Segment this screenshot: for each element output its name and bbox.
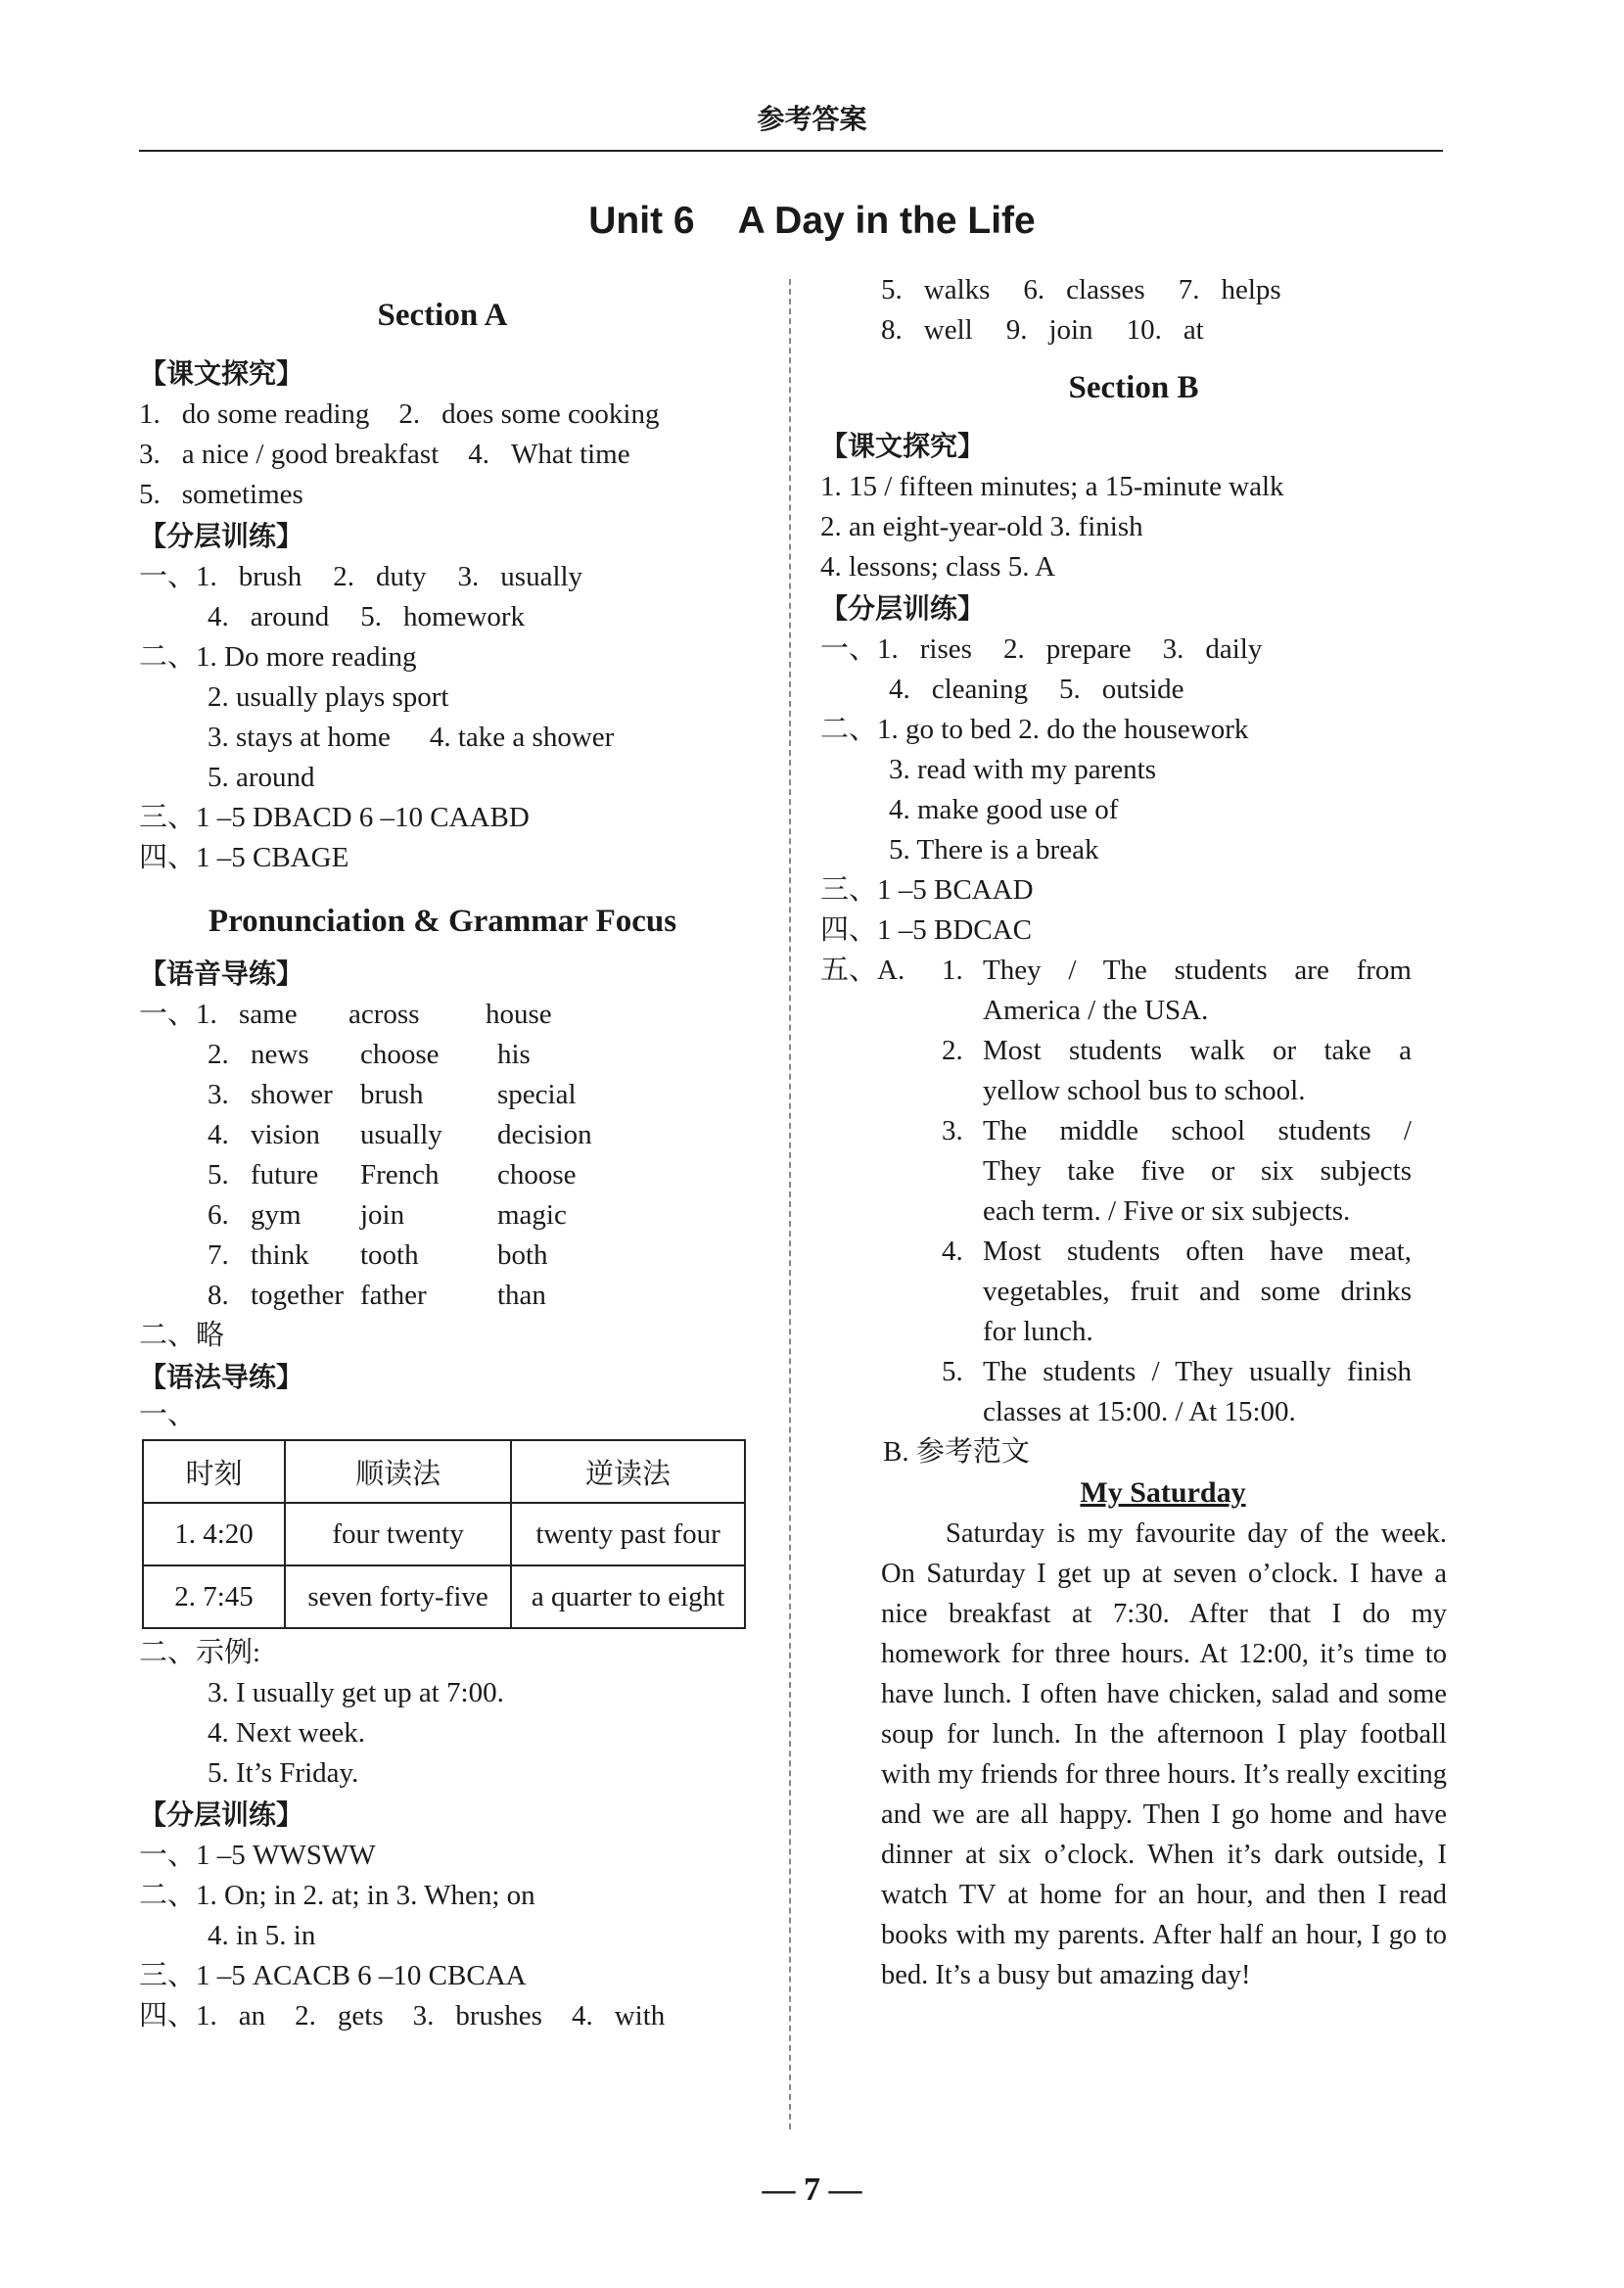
answer-line: 2. an eight-year-old 3. finish bbox=[820, 511, 1143, 542]
left-column bbox=[139, 294, 746, 2036]
unit-name: A Day in the Life bbox=[737, 200, 1036, 242]
pronunciation-row: 4. vision usually decision bbox=[208, 1119, 592, 1150]
answer-line: 三、1 –5 ACACB 6 –10 CBCAA bbox=[139, 1960, 527, 1991]
answer-line: 3. I usually get up at 7:00. bbox=[208, 1677, 504, 1708]
answer-line: 一、 bbox=[139, 1399, 197, 1430]
answer-line: 4. lessons; class 5. A bbox=[820, 551, 1056, 583]
answer-line: 1. 15 / fifteen minutes; a 15-minute walk bbox=[820, 471, 1284, 502]
unit-number: Unit 6 bbox=[588, 200, 695, 242]
pronunciation-row: 一、1. same across house bbox=[139, 999, 552, 1030]
table-header: 顺读法 bbox=[285, 1440, 511, 1503]
answer-line: 4. in 5. in bbox=[208, 1920, 316, 1951]
reading-answer-line: for lunch. bbox=[983, 1316, 1093, 1347]
fenceng-label-b: 【分层训练】 bbox=[820, 592, 986, 625]
table-cell: a quarter to eight bbox=[511, 1565, 745, 1628]
answer-line: 5. It’s Friday. bbox=[208, 1757, 359, 1789]
answer-line: 二、略 bbox=[139, 1320, 225, 1351]
answer-line: 二、1. go to bed 2. do the housework bbox=[820, 714, 1249, 745]
reading-answer-line: yellow school bus to school. bbox=[983, 1075, 1306, 1106]
pronunciation-row: 8. together father than bbox=[208, 1280, 546, 1311]
table-header: 逆读法 bbox=[511, 1440, 745, 1503]
time-table bbox=[142, 1439, 746, 1629]
table-cell: four twenty bbox=[285, 1503, 511, 1565]
pronunciation-title: Pronunciation & Grammar Focus bbox=[208, 904, 677, 939]
reading-answer-line: each term. / Five or six subjects. bbox=[983, 1195, 1351, 1227]
answer-line: 8. well 9. join 10. at bbox=[881, 314, 1204, 346]
unit-title bbox=[0, 200, 1624, 243]
answer-line: 一、1. brush 2. duty 3. usually bbox=[139, 561, 583, 592]
reading-answer-line: vegetables, fruit and some drinks bbox=[983, 1276, 1412, 1307]
reading-answers bbox=[820, 951, 1447, 1432]
answer-line: 4. cleaning 5. outside bbox=[889, 674, 1184, 705]
table-row bbox=[143, 1503, 745, 1565]
fenceng-label-2: 【分层训练】 bbox=[139, 1798, 304, 1831]
pronunciation-row: 2. news choose his bbox=[208, 1039, 531, 1070]
reading-answer-line: 1. They / The students are from bbox=[942, 955, 1412, 986]
answer-line: 五、A. bbox=[820, 955, 905, 986]
answer-line: 二、1. Do more reading bbox=[139, 641, 417, 673]
fenceng-label: 【分层训练】 bbox=[139, 520, 304, 552]
answer-line: 三、1 –5 DBACD 6 –10 CAABD bbox=[139, 802, 530, 833]
answer-line: 4. Next week. bbox=[208, 1717, 366, 1749]
reading-answer-line: They take five or six subjects bbox=[983, 1155, 1412, 1187]
reading-answer-line: 4. Most students often have meat, bbox=[942, 1236, 1412, 1267]
yufa-label: 【语法导练】 bbox=[139, 1361, 304, 1393]
section-a-title: Section A bbox=[377, 298, 508, 333]
right-column bbox=[820, 270, 1447, 1995]
answer-line: 4. around 5. homework bbox=[208, 601, 526, 632]
pronunciation-row: 5. future French choose bbox=[208, 1159, 577, 1191]
pronunciation-row: 7. think tooth both bbox=[208, 1239, 548, 1271]
answer-line: 二、示例: bbox=[139, 1637, 261, 1668]
reading-answer-line: America / the USA. bbox=[983, 995, 1209, 1026]
answer-line: 一、1 –5 WWSWW bbox=[139, 1840, 376, 1871]
answer-line: 一、1. rises 2. prepare 3. daily bbox=[820, 633, 1263, 665]
answer-line: 3. read with my parents bbox=[889, 754, 1157, 785]
answer-line: 三、1 –5 BCAAD bbox=[820, 874, 1034, 906]
table-row bbox=[143, 1565, 745, 1628]
header-rule bbox=[139, 150, 1443, 152]
answer-line: B. 参考范文 bbox=[883, 1436, 1030, 1468]
yuyin-label: 【语音导练】 bbox=[139, 957, 304, 990]
answer-line: 5. There is a break bbox=[889, 834, 1099, 865]
answer-line: 5. sometimes bbox=[139, 479, 303, 510]
table-cell: seven forty-five bbox=[285, 1565, 511, 1628]
section-b-title: Section B bbox=[1068, 370, 1199, 405]
essay bbox=[820, 1514, 1447, 1995]
column-divider bbox=[789, 279, 791, 2129]
reading-answer-line: 3. The middle school students / bbox=[942, 1115, 1412, 1146]
table-cell: twenty past four bbox=[511, 1503, 745, 1565]
essay-title: My Saturday bbox=[1080, 1476, 1246, 1509]
answer-line: 5. around bbox=[208, 762, 315, 793]
answer-line: 5. walks 6. classes 7. helps bbox=[881, 274, 1281, 305]
table-cell: 1. 4:20 bbox=[143, 1503, 285, 1565]
answer-line: 四、1. an 2. gets 3. brushes 4. with bbox=[139, 2000, 666, 2031]
table-header: 时刻 bbox=[143, 1440, 285, 1503]
answer-line: 3. stays at home 4. take a shower bbox=[208, 722, 615, 753]
kewen-label: 【课文探究】 bbox=[139, 357, 304, 390]
essay-body: Saturday is my favourite day of the week. On Saturday I get up at seven o’clock. I have a nice breakfast at 7:30. After that I do my homework for three hours. At 12:00, it’s time to have lunch. I often have chicken, salad and some soup for lunch. In the afternoon I play football with my friends for three hours. It’s really exciting and we are all happy. Then I go home and have dinner at six o’clock. When it’s dark outside, I watch TV at home for an hour, and then I read books with my parents. After half an hour, I go to bed. It’s a busy but amazing day! bbox=[881, 1518, 1447, 1990]
answer-line: 4. make good use of bbox=[889, 794, 1119, 825]
reading-answer-line: 5. The students / They usually finish bbox=[942, 1356, 1412, 1387]
answer-line: 1. do some reading 2. does some cooking bbox=[139, 398, 660, 430]
answer-line: 3. a nice / good breakfast 4. What time bbox=[139, 439, 630, 470]
pronunciation-row: 6. gym join magic bbox=[208, 1199, 567, 1231]
answer-line: 四、1 –5 BDCAC bbox=[820, 914, 1032, 946]
page-header: 参考答案 bbox=[757, 103, 867, 135]
answer-line: 二、1. On; in 2. at; in 3. When; on bbox=[139, 1880, 535, 1911]
page-number: — 7 — bbox=[762, 2171, 862, 2208]
answer-line: 2. usually plays sport bbox=[208, 681, 449, 713]
pronunciation-row: 3. shower brush special bbox=[208, 1079, 577, 1110]
reading-answer-line: classes at 15:00. / At 15:00. bbox=[983, 1396, 1296, 1427]
pronunciation-list bbox=[139, 995, 746, 1316]
kewen-label-b: 【课文探究】 bbox=[820, 430, 986, 462]
reading-answer-line: 2. Most students walk or take a bbox=[942, 1035, 1412, 1066]
answer-line: 四、1 –5 CBAGE bbox=[139, 842, 349, 873]
table-cell: 2. 7:45 bbox=[143, 1565, 285, 1628]
